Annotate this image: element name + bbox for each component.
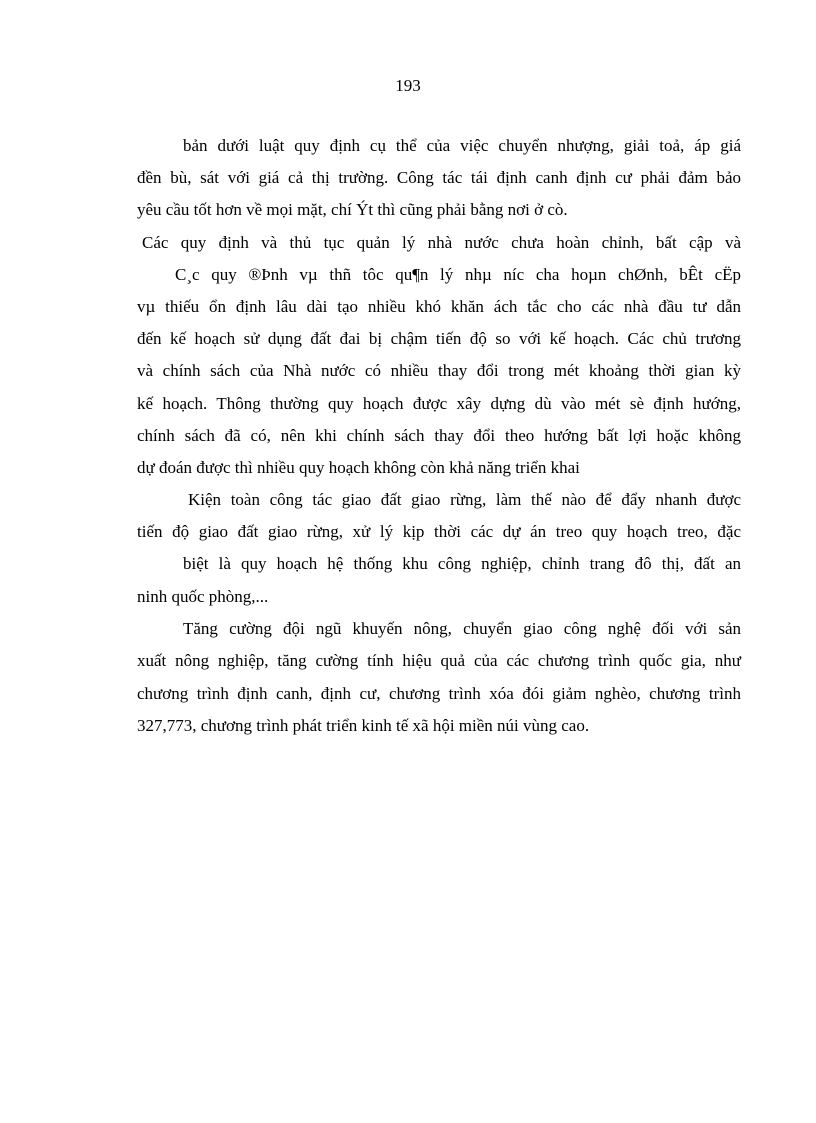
page-number: 193 [395, 76, 421, 95]
text-line: ninh quốc phòng,... [137, 587, 269, 606]
text-line: bản dưới luật quy định cụ thể của việc chuyển nhượng, giải toả, áp giá [183, 136, 741, 155]
text-line: kế hoạch. Thông thường quy hoạch được xây dựng dù vào mét sè định hướng, [137, 394, 741, 413]
text-line: yêu cầu tốt hơn về mọi mặt, chí Ýt thì cũng phải bằng nơi ở cò. [137, 200, 568, 219]
text-line: tiến độ giao đất giao rừng, xử lý kịp thời các dự án treo quy hoạch treo, đặc [137, 522, 741, 541]
text-line: đền bù, sát với giá cả thị trường. Công tác tái định canh định cư phải đảm bảo [137, 168, 741, 187]
text-line: Tăng cường đội ngũ khuyến nông, chuyển giao công nghệ đối với sản [183, 619, 741, 638]
text-line: vµ thiếu ổn định lâu dài tạo nhiều khó khăn ách tắc cho các nhà đầu tư dẫn [137, 297, 741, 316]
text-line: biệt là quy hoạch hệ thống khu công nghiệp, chỉnh trang đô thị, đất an [183, 554, 741, 573]
text-line: chính sách đã có, nên khi chính sách thay đổi theo hướng bất lợi hoặc không [137, 426, 741, 445]
text-line: C¸c quy ®Þnh vµ thñ tôc qu¶n lý nhµ níc cha hoµn chØnh, bÊt cËp [175, 265, 741, 284]
text-line: và chính sách của Nhà nước có nhiều thay đổi trong mét khoảng thời gian kỳ [137, 361, 741, 380]
text-line: Kiện toàn công tác giao đất giao rừng, làm thế nào để đẩy nhanh được [188, 490, 741, 509]
text-line: dự đoán được thì nhiều quy hoạch không còn khả năng triển khai [137, 458, 580, 477]
text-line: đến kế hoạch sử dụng đất đai bị chậm tiến độ so với kế hoạch. Các chủ trương [137, 329, 741, 348]
text-line: xuất nông nghiệp, tăng cường tính hiệu quả của các chương trình quốc gia, như [137, 651, 741, 670]
text-line: chương trình định canh, định cư, chương trình xóa đói giảm nghèo, chương trình [137, 684, 741, 703]
text-line: Các quy định và thủ tục quản lý nhà nước chưa hoàn chỉnh, bất cập và [142, 233, 741, 252]
text-line: 327,773, chương trình phát triển kinh tế xã hội miền núi vùng cao. [137, 716, 590, 735]
